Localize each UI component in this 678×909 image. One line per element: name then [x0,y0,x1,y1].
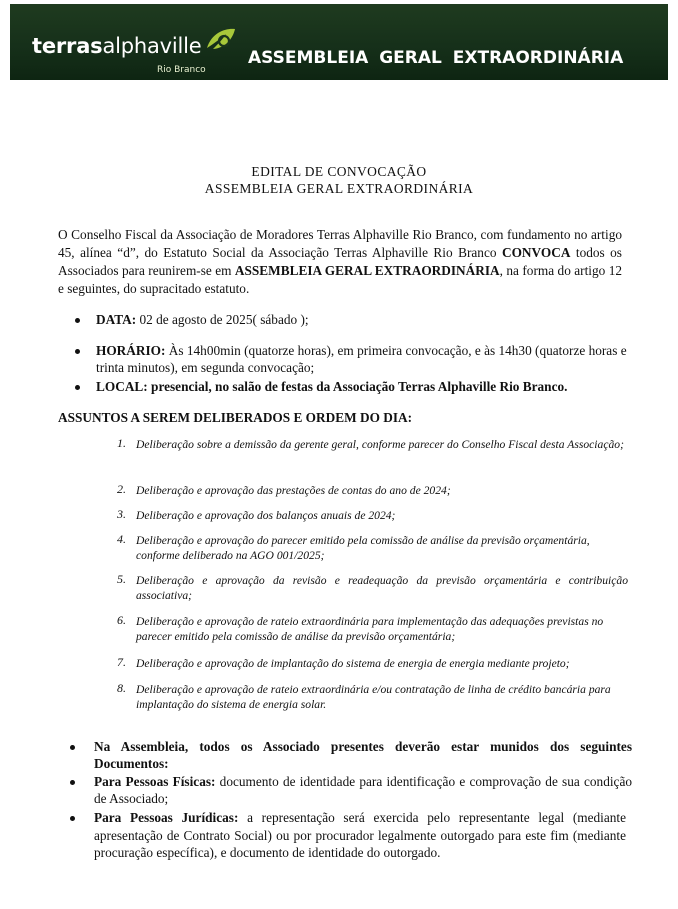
agenda-item: Deliberação e aprovação da revisão e readequação da previsão orçamentária e contribuição associativa; [136,574,628,602]
bullet-horario [96,342,636,376]
pessoas-fisicas-value: documento de identidade para identificação e comprovação de sua condição de Associado; [94,774,632,806]
logo-sub: Rio Branco [157,65,206,75]
assuntos-title: ASSUNTOS A SEREM DELIBERADOS E ORDEM DO DIA: [58,410,413,425]
data-label: DATA: [96,312,137,327]
agenda-item-number: 1. [117,436,126,450]
agenda-item-number: 3. [117,507,126,521]
pessoas-fisicas-label: Para Pessoas Físicas: [94,774,216,789]
agenda-item: Deliberação e aprovação dos balanços anuais de 2024; [136,509,396,522]
intro-text-3: , na forma do artigo 12 e seguintes, do supracitado estatuto. [58,263,623,296]
header-banner [10,4,668,80]
agenda-item: Deliberação e aprovação de rateio extraordinária e/ou contratação de linha de crédito bancária para implantação do sistema de energia solar. [136,683,611,711]
leaf-icon [204,26,238,54]
intro-text-2: todos os Associados para reunirem-se em [58,245,622,278]
bullet-data [96,311,636,328]
bullet-dot [75,318,80,323]
intro-convoca: CONVOCA [501,245,571,260]
logo [32,28,247,76]
horario-label: HORÁRIO: [96,343,166,358]
agenda-item-number: 2. [117,482,126,496]
agenda-item-number: 4. [117,532,126,546]
logo-brand [32,34,202,58]
agenda-item: Deliberação e aprovação das prestações de contas do ano de 2024; [136,484,451,497]
agenda-item-number: 6. [117,613,126,627]
pessoas-juridicas-label: Para Pessoas Jurídicas: [94,810,239,825]
pessoas-juridicas-value: a representação será exercida pelo representante legal (mediante apresentação de Contrato Social) ou por procurador legalmente outorgado para este fim (mediante procuração específica), e documento de identidade do outorgado. [94,810,626,860]
doc-heading-edital: EDITAL DE CONVOCAÇÃO [251,164,427,179]
bullet-dot [70,780,75,785]
final-note-pessoas-fisicas [94,773,632,807]
agenda-item-number: 8. [117,681,126,695]
local-value: presencial, no salão de festas da Associação Terras Alphaville Rio Branco. [147,379,568,394]
logo-brand-bold: terras [32,34,103,58]
intro-paragraph [58,226,622,298]
bullet-dot [70,745,75,750]
agenda-item: Deliberação sobre a demissão da gerente geral, conforme parecer do Conselho Fiscal desta Associação; [136,438,624,451]
agenda-item: Deliberação e aprovação de rateio extraordinária para implementação das adequações previstas no parecer emitido pela comissão de análise da previsão orçamentária; [136,615,604,643]
bullet-local [96,378,656,395]
agenda-item-number: 5. [117,572,126,586]
bullet-dot [75,349,80,354]
horario-value: Às 14h00min (quatorze horas), em primeira convocação, e às 14h30 (quatorze horas e trinta minutos), em segunda convocação; [96,343,627,375]
agenda-item-number: 7. [117,655,126,669]
agenda-item: Deliberação e aprovação de implantação do sistema de energia de energia mediante projeto; [136,657,570,670]
bullet-dot [70,816,75,821]
bullet-dot [75,385,80,390]
agenda-item: Deliberação e aprovação do parecer emitido pela comissão de análise da previsão orçamentária, conforme deliberado na AGO 001/2025; [136,534,590,562]
data-value: 02 de agosto de 2025( sábado ); [136,312,309,327]
doc-heading-assembleia: ASSEMBLEIA GERAL EXTRAORDINÁRIA [204,181,474,196]
final-note-documents: Na Assembleia, todos os Associado presentes deverão estar munidos dos seguintes Documentos: [94,739,632,771]
banner-title: ASSEMBLEIA GERAL EXTRAORDINÁRIA [248,48,624,68]
local-label: LOCAL: [96,379,148,394]
intro-text-1: O Conselho Fiscal da Associação de Moradores Terras Alphaville Rio Branco, com fundamento no artigo 45, alínea “d”, do Estatuto Social da Associação Terras Alphaville Rio Branco [58,227,622,260]
final-note-pessoas-juridicas [94,809,626,862]
logo-brand-light: alphaville [102,34,202,58]
intro-assembleia: ASSEMBLEIA GERAL EXTRAORDINÁRIA [234,263,500,278]
